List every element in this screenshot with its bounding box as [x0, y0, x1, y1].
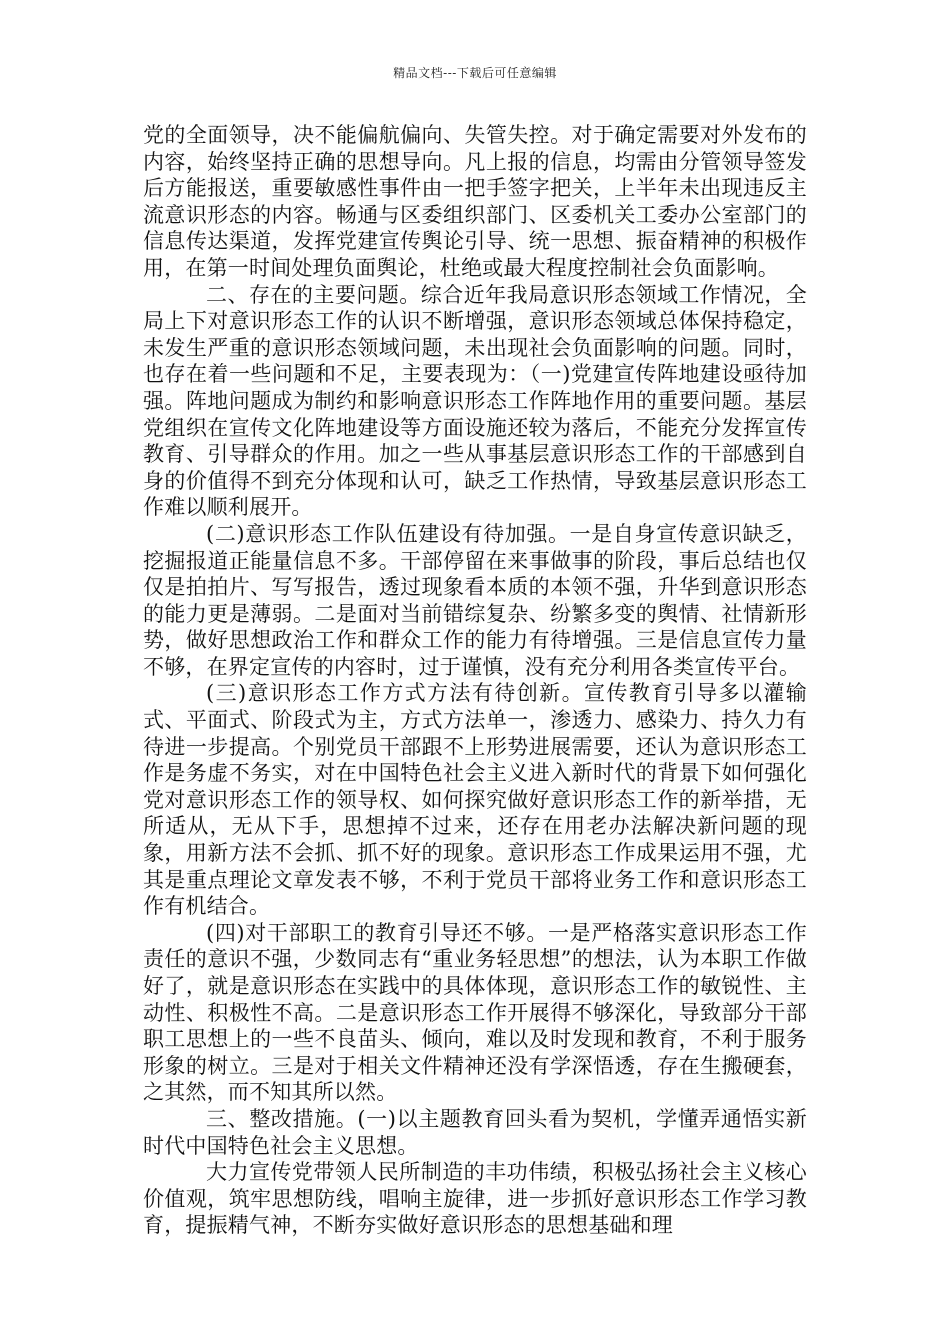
- document-body: [143, 122, 807, 1239]
- paragraph-3: (二)意识形态工作队伍建设有待加强。一是自身宣传意识缺乏，挖掘报道正能量信息不多。干部停留在来事做事的阶段，事后总结也仅仅是拍拍片、写写报告，透过现象看本质的本领不强，升华到意识形态的能力更是薄弱。二是面对当前错综复杂、纷繁多变的舆情、社情新形势，做好思想政治工作和群众工作的能力有待增强。三是信息宣传力量不够，在界定宣传的内容时，过于谨慎，没有充分利用各类宣传平台。: [143, 521, 807, 679]
- paragraph-7: 大力宣传党带领人民所制造的丰功伟绩，积极弘扬社会主义核心价值观，筑牢思想防线，唱响主旋律，进一步抓好意识形态工作学习教育，提振精气神，不断夯实做好意识形态的思想基础和理: [143, 1160, 807, 1238]
- paragraph-4: (三)意识形态工作方式方法有待创新。宣传教育引导多以灌输式、平面式、阶段式为主，方式方法单一，渗透力、感染力、持久力有待进一步提高。个别党员干部跟不上形势进展需要，还认为意识形态工作是务虚不务实，对在中国特色社会主义进入新时代的背景下如何强化党对意识形态工作的领导权、如何探究做好意识形态工作的新举措，无所适从，无从下手，思想掉不过来，还存在用老办法解决新问题的现象，用新方法不会抓、抓不好的现象。意识形态工作成果运用不强，尤其是重点理论文章发表不够，不利于党员干部将业务工作和意识形态工作有机结合。: [143, 681, 807, 919]
- paragraph-2: 二、存在的主要问题。综合近年我局意识形态领域工作情况，全局上下对意识形态工作的认识不断增强，意识形态领域总体保持稳定，未发生严重的意识形态领域问题，未出现社会负面影响的问题。同时，也存在着一些问题和不足，主要表现为：（一)党建宣传阵地建设亟待加强。阵地问题成为制约和影响意识形态工作阵地作用的重要问题。基层党组织在宣传文化阵地建设等方面设施还较为落后，不能充分发挥宣传教育、引导群众的作用。加之一些从事基层意识形态工作的干部感到自身的价值得不到充分体现和认可，缺乏工作热情，导致基层意识形态工作难以顺利展开。: [143, 282, 807, 520]
- page-header: 精品文档---下载后可任意编辑: [393, 66, 557, 80]
- paragraph-6: 三、整改措施。(一)以主题教育回头看为契机，学懂弄通悟实新时代中国特色社会主义思想。: [143, 1106, 807, 1158]
- paragraph-1: 党的全面领导，决不能偏航偏向、失管失控。对于确定需要对外发布的内容，始终坚持正确的思想导向。凡上报的信息，均需由分管领导签发后方能报送，重要敏感性事件由一把手签字把关，上半年未出现违反主流意识形态的内容。畅通与区委组织部门、区委机关工委办公室部门的信息传达渠道，发挥党建宣传舆论引导、统一思想、振奋精神的积极作用，在第一时间处理负面舆论，杜绝或最大程度控制社会负面影响。: [143, 123, 807, 280]
- paragraph-5: (四)对干部职工的教育引导还不够。一是严格落实意识形态工作责任的意识不强，少数同志有“重业务轻思想”的想法，认为本职工作做好了，就是意识形态在实践中的具体体现，意识形态工作的敏锐性、主动性、积极性不高。二是意识形态工作开展得不够深化，导致部分干部职工思想上的一些不良苗头、倾向，难以及时发现和教育，不利于服务形象的树立。三是对于相关文件精神还没有学深悟透，存在生搬硬套，之其然，而不知其所以然。: [143, 920, 807, 1105]
